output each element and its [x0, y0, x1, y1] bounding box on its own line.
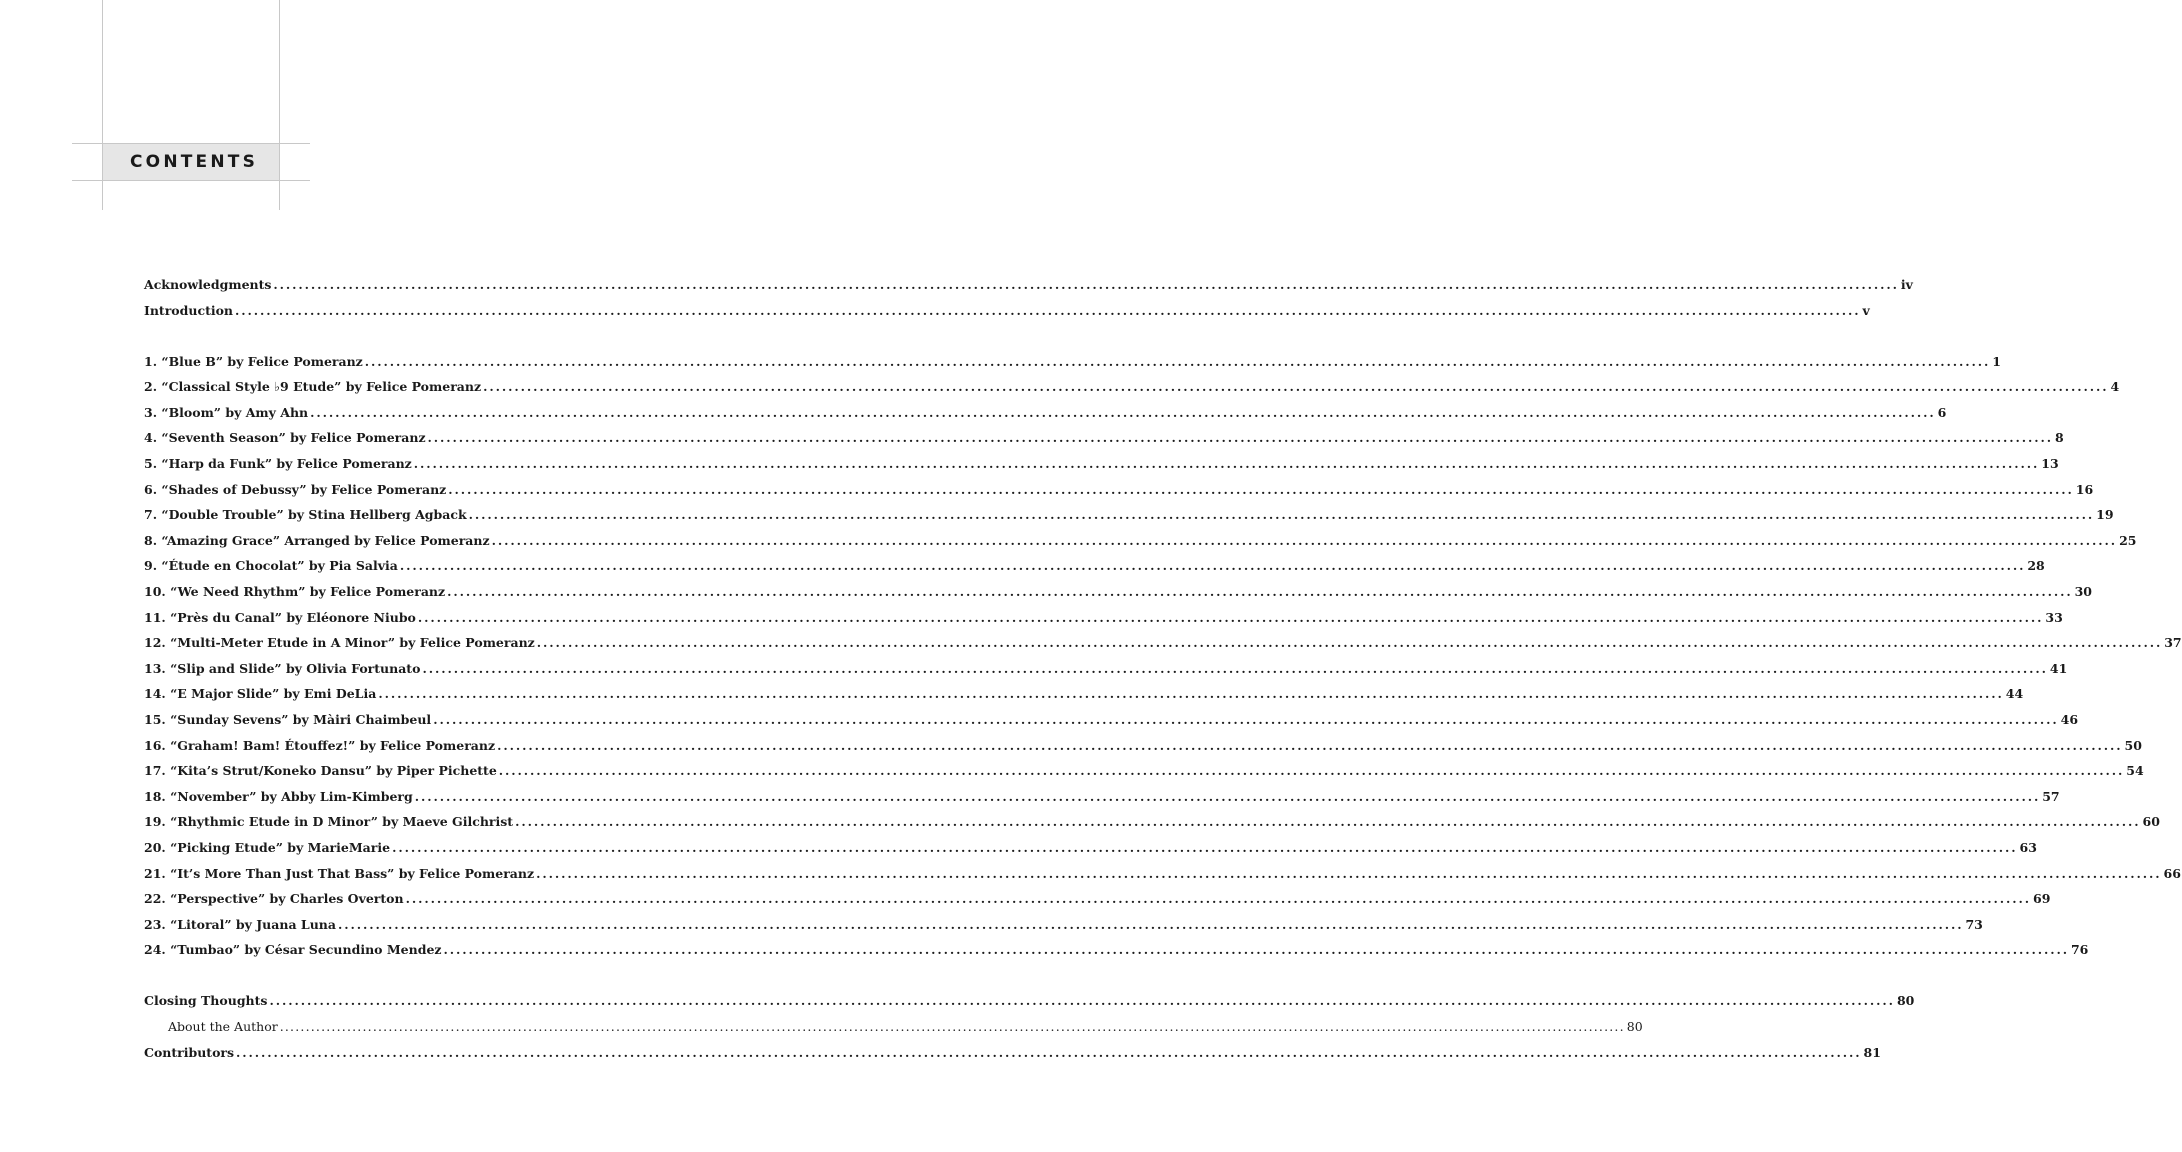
toc-entry-page-number: 1 — [1992, 353, 2001, 369]
toc-entry-title: 19. “Rhythmic Etude in D Minor” by Maeve Gilchrist — [144, 814, 514, 830]
dot-leader: .................................................................................................................................................................................................................................................................... — [279, 1019, 1625, 1035]
dot-leader: .................................................................................................................................................................................................................................................................... — [515, 814, 2141, 830]
toc-entry[interactable] — [144, 912, 1983, 938]
toc-entry-page-number: 8 — [2055, 430, 2064, 446]
dot-leader: .................................................................................................................................................................................................................................................................... — [414, 788, 2041, 804]
toc-entry-page-number: 80 — [1896, 993, 1915, 1009]
toc-entry-title: About the Author — [168, 1019, 278, 1035]
toc-entry-title: 6. “Shades of Debussy” by Felice Pomeranz — [144, 481, 447, 497]
dot-leader: .................................................................................................................................................................................................................................................................... — [273, 277, 1899, 292]
toc-entry[interactable] — [144, 579, 2092, 605]
dot-leader: .................................................................................................................................................................................................................................................................... — [364, 353, 1991, 369]
toc-entry-page-number: 44 — [2005, 686, 2024, 702]
dot-leader: .................................................................................................................................................................................................................................................................... — [392, 839, 2018, 855]
toc-entry-page-number: 73 — [1965, 916, 1983, 932]
toc-entry[interactable] — [144, 349, 2001, 375]
toc-entry-title: 2. “Classical Style ♭9 Etude” by Felice Pomeranz — [144, 379, 482, 395]
toc-entry[interactable] — [144, 988, 1915, 1014]
dot-leader: .................................................................................................................................................................................................................................................................... — [378, 686, 2004, 702]
toc-entry-page-number: 28 — [2027, 558, 2045, 574]
toc-entry[interactable] — [144, 937, 2089, 963]
toc-entry-page-number: 63 — [2019, 839, 2037, 855]
dot-leader: .................................................................................................................................................................................................................................................................... — [269, 993, 1895, 1009]
toc-entry-page-number: 81 — [1863, 1044, 1881, 1060]
toc-entry[interactable] — [144, 477, 2094, 503]
dot-leader: .................................................................................................................................................................................................................................................................... — [536, 865, 2162, 881]
toc-entry[interactable] — [144, 400, 1947, 426]
toc-entry-title: 21. “It’s More Than Just That Bass” by Felice Pomeranz — [144, 865, 535, 881]
toc-entry[interactable] — [144, 784, 2060, 810]
dot-leader: .................................................................................................................................................................................................................................................................... — [536, 635, 2163, 651]
toc-entry-title: 20. “Picking Etude” by MarieMarie — [144, 839, 391, 855]
toc-entry[interactable] — [144, 374, 2120, 400]
toc-entry[interactable] — [144, 425, 2064, 451]
toc-entry-title: 9. “Étude en Chocolat” by Pia Salvia — [144, 558, 398, 574]
toc-entry-title: 13. “Slip and Slide” by Olivia Fortunato — [144, 660, 421, 676]
toc-entry[interactable] — [144, 835, 2037, 861]
toc-entry-page-number: 66 — [2163, 865, 2181, 881]
dot-leader: .................................................................................................................................................................................................................................................................... — [498, 763, 2125, 779]
dot-leader: .................................................................................................................................................................................................................................................................... — [443, 942, 2069, 958]
toc-entry[interactable] — [144, 298, 1870, 324]
toc-entry[interactable] — [144, 502, 2114, 528]
toc-entry[interactable] — [144, 272, 1913, 298]
toc-entry-page-number: v — [1862, 302, 1870, 318]
dot-leader: .................................................................................................................................................................................................................................................................... — [433, 712, 2059, 727]
frame-line-bottom — [72, 180, 310, 181]
dot-leader: .................................................................................................................................................................................................................................................................... — [468, 507, 2095, 523]
dot-leader: .................................................................................................................................................................................................................................................................... — [422, 660, 2048, 676]
toc-entry-title: Closing Thoughts — [144, 993, 268, 1009]
toc-entry-title: 11. “Près du Canal” by Eléonore Niubo — [144, 609, 416, 625]
toc-entry-title: 16. “Graham! Bam! Étouffez!” by Felice Pomeranz — [144, 737, 496, 753]
dot-leader: .................................................................................................................................................................................................................................................................... — [447, 584, 2073, 600]
dot-leader: .................................................................................................................................................................................................................................................................... — [399, 558, 2026, 574]
frame-line-right — [279, 0, 280, 210]
toc-entry-page-number: 30 — [2074, 584, 2092, 600]
toc-entry-page-number: 19 — [2096, 507, 2114, 523]
toc-entry-title: 8. “Amazing Grace” Arranged by Felice Pomeranz — [144, 532, 490, 548]
page-title: CONTENTS — [130, 152, 259, 172]
dot-leader: .................................................................................................................................................................................................................................................................... — [413, 456, 2040, 472]
toc-entry-page-number: 57 — [2042, 788, 2060, 804]
toc-entry-title: 5. “Harp da Funk” by Felice Pomeranz — [144, 456, 412, 472]
toc-group — [144, 988, 1915, 1065]
dot-leader: .................................................................................................................................................................................................................................................................... — [405, 891, 2032, 907]
toc-entry[interactable] — [144, 809, 2160, 835]
toc-entry-page-number: 60 — [2142, 814, 2160, 830]
toc-entry-page-number: iv — [1900, 277, 1913, 292]
toc-entry[interactable] — [144, 1014, 1643, 1040]
toc-entry-title: 18. “November” by Abby Lim-Kimberg — [144, 788, 413, 804]
toc-entry-title: 23. “Litoral” by Juana Luna — [144, 916, 336, 932]
toc-entry[interactable] — [144, 707, 2079, 733]
toc-entry-title: 14. “E Major Slide” by Emi DeLia — [144, 686, 377, 702]
toc-entry[interactable] — [144, 886, 2051, 912]
dot-leader: .................................................................................................................................................................................................................................................................... — [497, 737, 2123, 753]
toc-entry-page-number: 6 — [1937, 404, 1947, 420]
toc-entry[interactable] — [144, 758, 2144, 784]
toc-entry[interactable] — [144, 1040, 1881, 1066]
toc-entry[interactable] — [144, 630, 2182, 656]
toc-entry[interactable] — [144, 553, 2045, 579]
dot-leader: .................................................................................................................................................................................................................................................................... — [483, 379, 2109, 395]
dot-leader: .................................................................................................................................................................................................................................................................... — [448, 481, 2074, 497]
toc-entry-page-number: 50 — [2124, 737, 2142, 753]
toc-group — [144, 349, 2182, 963]
toc-entry-page-number: 80 — [1626, 1019, 1643, 1035]
toc-entry[interactable] — [144, 605, 2063, 631]
dot-leader: .................................................................................................................................................................................................................................................................... — [236, 1044, 1862, 1060]
toc-entry-title: 17. “Kita’s Strut/Koneko Dansu” by Piper Pichette — [144, 763, 497, 779]
toc-entry-title: 4. “Seventh Season” by Felice Pomeranz — [144, 430, 426, 446]
toc-entry-title: 3. “Bloom” by Amy Ahn — [144, 404, 309, 420]
toc-entry-title: Acknowledgments — [144, 277, 272, 292]
toc-entry-page-number: 54 — [2126, 763, 2144, 779]
toc-entry[interactable] — [144, 861, 2181, 887]
toc-entry-title: Introduction — [144, 302, 234, 318]
toc-entry-title: 7. “Double Trouble” by Stina Hellberg Agback — [144, 507, 467, 523]
toc-group — [144, 272, 1913, 323]
table-of-contents — [144, 272, 2182, 1065]
toc-entry[interactable] — [144, 451, 2059, 477]
toc-entry[interactable] — [144, 528, 2137, 554]
dot-leader: .................................................................................................................................................................................................................................................................... — [491, 532, 2118, 548]
toc-entry-title: 10. “We Need Rhythm” by Felice Pomeranz — [144, 584, 446, 600]
dot-leader: .................................................................................................................................................................................................................................................................... — [337, 916, 1964, 932]
toc-entry[interactable] — [144, 733, 2142, 759]
dot-leader: .................................................................................................................................................................................................................................................................... — [427, 430, 2054, 446]
toc-entry-title: 22. “Perspective” by Charles Overton — [144, 891, 404, 907]
toc-entry-page-number: 13 — [2041, 456, 2059, 472]
toc-entry-title: Contributors — [144, 1044, 235, 1060]
toc-entry-page-number: 46 — [2060, 712, 2079, 727]
toc-entry-page-number: 41 — [2049, 660, 2068, 676]
toc-entry-page-number: 4 — [2110, 379, 2120, 395]
toc-entry-title: 1. “Blue B” by Felice Pomeranz — [144, 353, 363, 369]
toc-entry-page-number: 69 — [2033, 891, 2051, 907]
toc-entry-page-number: 37 — [2164, 635, 2182, 651]
dot-leader: .................................................................................................................................................................................................................................................................... — [417, 609, 2044, 625]
toc-entry-page-number: 76 — [2070, 942, 2089, 958]
toc-entry[interactable] — [144, 681, 2024, 707]
toc-entry-title: 24. “Tumbao” by César Secundino Mendez — [144, 942, 442, 958]
toc-entry[interactable] — [144, 656, 2068, 682]
toc-entry-title: 15. “Sunday Sevens” by Màiri Chaimbeul — [144, 712, 432, 727]
dot-leader: .................................................................................................................................................................................................................................................................... — [310, 404, 1936, 420]
toc-entry-page-number: 16 — [2075, 481, 2094, 497]
toc-entry-page-number: 33 — [2045, 609, 2063, 625]
toc-entry-title: 12. “Multi-Meter Etude in A Minor” by Felice Pomeranz — [144, 635, 535, 651]
dot-leader: .................................................................................................................................................................................................................................................................... — [235, 302, 1861, 318]
toc-entry-page-number: 25 — [2119, 532, 2137, 548]
